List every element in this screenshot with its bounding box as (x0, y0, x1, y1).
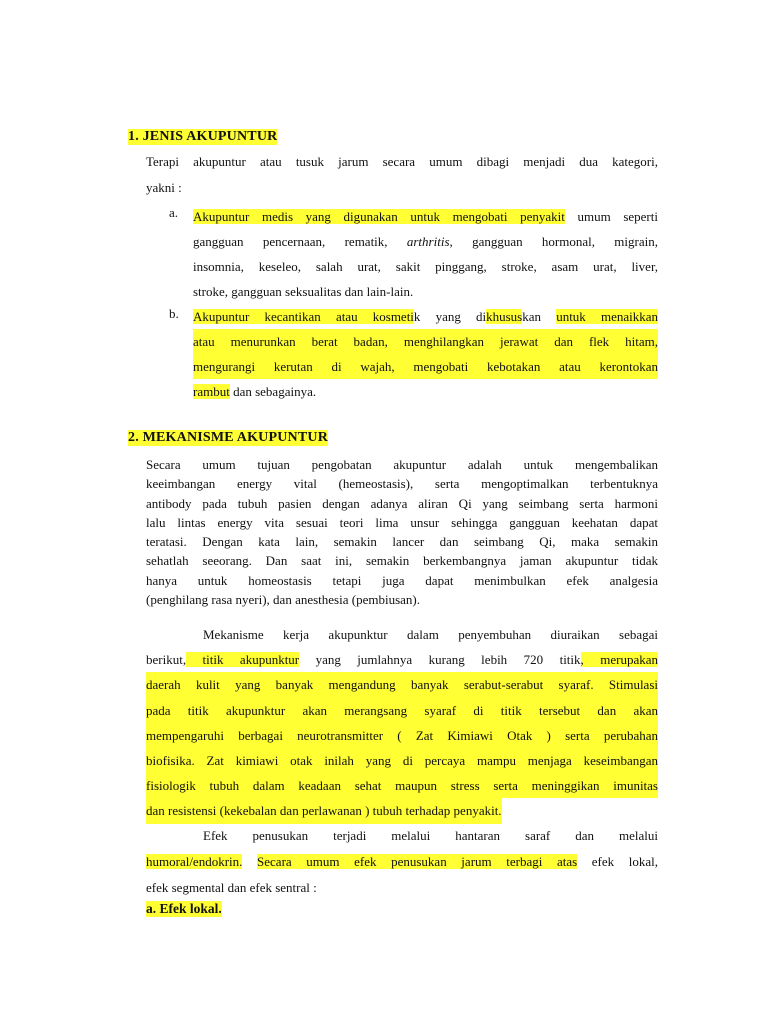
paragraph-line: lalu lintas energy vita sesuai teori lima unsur sehingga gangguan keehatan dapat (146, 514, 658, 530)
list-item-b-line-3: mengurangi kerutan di wajah, mengobati kebotakan atau kerontokan (193, 354, 658, 379)
text-span: gangguan pencernaan, rematik, (193, 234, 388, 249)
list-item-b-line-2: atau menurunkan berat badan, menghilangkan jerawat dan flek hitam, (193, 329, 658, 354)
list-item-b-line-1 (193, 304, 658, 329)
text-span: umum seperti (564, 209, 658, 224)
sub-heading-efek-lokal: a. Efek lokal. (146, 901, 222, 916)
text-span: k yang di (413, 309, 487, 324)
paragraph-line: (penghilang rasa nyeri), dan anesthesia (pembiusan). (146, 592, 420, 608)
text-span: berikut, (146, 652, 187, 668)
section-2-paragraph-3 (146, 823, 658, 901)
paragraph-line: keeimbangan energy vital (hemeostasis), serta mengoptimalkan terbentuknya (146, 476, 658, 492)
paragraph-line: Efek penusukan terjadi melalui hantaran saraf dan melalui (203, 828, 658, 843)
list-marker-b: b. (169, 306, 179, 321)
list-item-a (193, 204, 658, 304)
highlight-span: rambut (193, 384, 230, 399)
paragraph-line: sehatlah seeorang. Dan saat ini, semakin berkembangnya jaman akupuntur tidak (146, 553, 658, 569)
paragraph-line: antibody pada tubuh pasien dengan adanya aliran Qi yang seimbang serta harmoni (146, 495, 658, 511)
paragraph-line: efek segmental dan efek sentral : (146, 880, 317, 895)
text-span: dan sebagainya. (229, 384, 317, 399)
list-item-b-line-4 (193, 379, 658, 404)
list-item-a-line-3: insomnia, keseleo, salah urat, sakit pinggang, stroke, asam urat, liver, (193, 259, 658, 274)
paragraph-line: teratasi. Dengan kata lain, semakin lancer dan seimbang Qi, maka semakin (146, 534, 658, 550)
paragraph-line: Mekanisme kerja akupunktur dalam penyembuhan diuraikan sebagai (203, 627, 658, 642)
text-span (242, 854, 257, 869)
highlight-span: Secara umum efek penusukan jarum terbagi atas (257, 854, 578, 869)
highlight-span: untuk menaikkan (556, 309, 658, 324)
intro-line-1: Terapi akupuntur atau tusuk jarum secara umum dibagi menjadi dua kategori, (146, 154, 658, 169)
paragraph-line: dan resistensi (kekebalan dan perlawanan ) tubuh terhadap penyakit. (146, 798, 502, 823)
list-marker-a: a. (169, 205, 179, 220)
paragraph-line: fisiologik tubuh dalam keadaan sehat maupun stress serta meninggikan imunitas (146, 773, 658, 798)
paragraph-line (146, 647, 658, 672)
paragraph-line: mempengaruhi berbagai neurotransmitter ( Zat Kimiawi Otak ) serta perubahan (146, 723, 658, 748)
list-item-a-line-4: stroke, gangguan seksualitas dan lain-lain. (193, 284, 414, 299)
highlight-span: khusus (486, 309, 523, 324)
highlight-span: humoral/endokrin. (146, 854, 243, 869)
paragraph-line (146, 849, 658, 875)
list-item-a-line-2 (193, 229, 658, 254)
text-span: efek lokal, (577, 854, 658, 869)
section-2-paragraph-2 (146, 622, 658, 824)
section-1-intro (146, 153, 658, 197)
paragraph-line: daerah kulit yang banyak mengandung banyak serabut-serabut syaraf. Stimulasi (146, 672, 658, 697)
text-span: kan (522, 309, 557, 324)
highlight-span: , merupakan (580, 652, 658, 668)
paragraph-line: Secara umum tujuan pengobatan akupuntur adalah untuk mengembalikan (146, 457, 658, 472)
list-item-b (193, 304, 658, 404)
highlight-span: Akupuntur kecantikan atau kosmeti (193, 309, 414, 324)
section-2-heading: 2. MEKANISME AKUPUNTUR (128, 430, 329, 445)
section-2-paragraph-1 (146, 455, 658, 609)
intro-line-2: yakni : (146, 180, 182, 195)
text-span: , gangguan hormonal, migrain, (449, 234, 658, 249)
italic-term: arthritis (406, 234, 450, 249)
paragraph-line: pada titik akupunktur akan merangsang syaraf di titik tersebut dan akan (146, 698, 658, 723)
highlight-span: titik akupunktur (186, 652, 300, 668)
list-item-a-line-1 (193, 204, 658, 229)
paragraph-line: biofisika. Zat kimiawi otak inilah yang di percaya mampu menjaga keseimbangan (146, 748, 658, 773)
text-span: yang jumlahnya kurang lebih 720 titik (299, 652, 581, 668)
paragraph-line: hanya untuk homeostasis tetapi juga dapat menimbulkan efek analgesia (146, 572, 658, 588)
section-1-heading: 1. JENIS AKUPUNTUR (128, 129, 278, 144)
highlight-medical: Akupuntur medis yang digunakan untuk mengobati penyakit (193, 209, 565, 224)
